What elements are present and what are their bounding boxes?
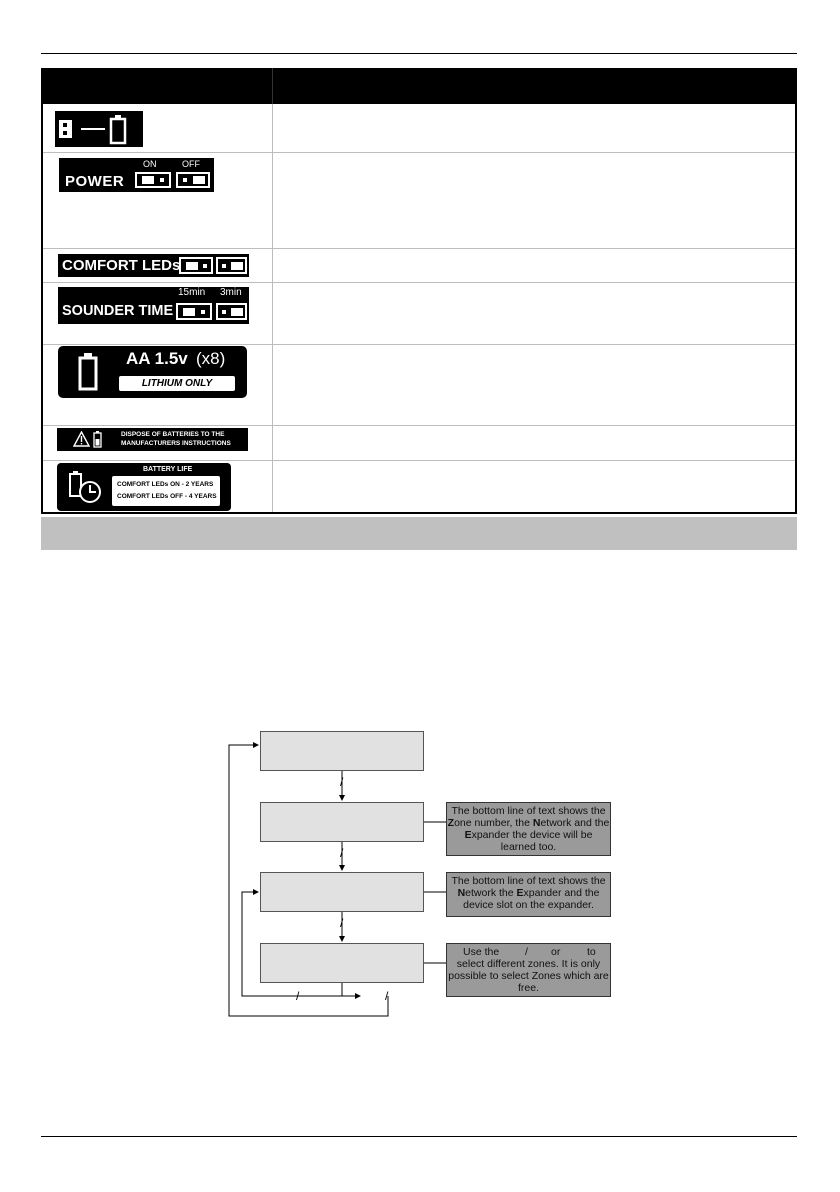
disposal-line1: DISPOSE OF BATTERIES TO THE	[121, 431, 225, 438]
power-off-text: OFF	[182, 159, 200, 169]
comfort-leds-text: COMFORT LEDs	[62, 257, 181, 274]
note-select-zones: Use the / or to select different zones. It is only possible to select Zones which are free.	[446, 943, 611, 997]
sounder-3min-text: 3min	[220, 287, 242, 298]
note-network-info: The bottom line of text shows the Network the Expander and the device slot on the expander.	[446, 872, 611, 917]
note-zone-info: The bottom line of text shows the Zone number, the Network and the Expander the device will be learned too.	[446, 802, 611, 856]
battery-life-line2: COMFORT LEDs OFF - 4 YEARS	[117, 493, 217, 500]
flow-bottom-slash-right: /	[385, 989, 389, 1003]
flow-slash-3: /	[340, 916, 344, 930]
flow-bottom-slash-left: /	[296, 989, 300, 1003]
power-on-text: ON	[143, 159, 157, 169]
battery-qty-text: (x8)	[196, 349, 226, 368]
battery-type-text: AA 1.5v	[126, 349, 188, 368]
battery-life-line1: COMFORT LEDs ON - 2 YEARS	[117, 481, 214, 488]
flow-slash-1: /	[340, 775, 344, 789]
lithium-only-text: LITHIUM ONLY	[141, 378, 213, 389]
disposal-line2: MANUFACTURERS INSTRUCTIONS	[121, 440, 231, 447]
footer-rule	[41, 1136, 797, 1137]
flow-slash-2: /	[340, 846, 344, 860]
battery-life-title: BATTERY LIFE	[143, 466, 193, 473]
sounder-15min-text: 15min	[178, 287, 206, 298]
sounder-time-text: SOUNDER TIME	[62, 303, 174, 319]
power-label-text: POWER	[65, 173, 125, 190]
